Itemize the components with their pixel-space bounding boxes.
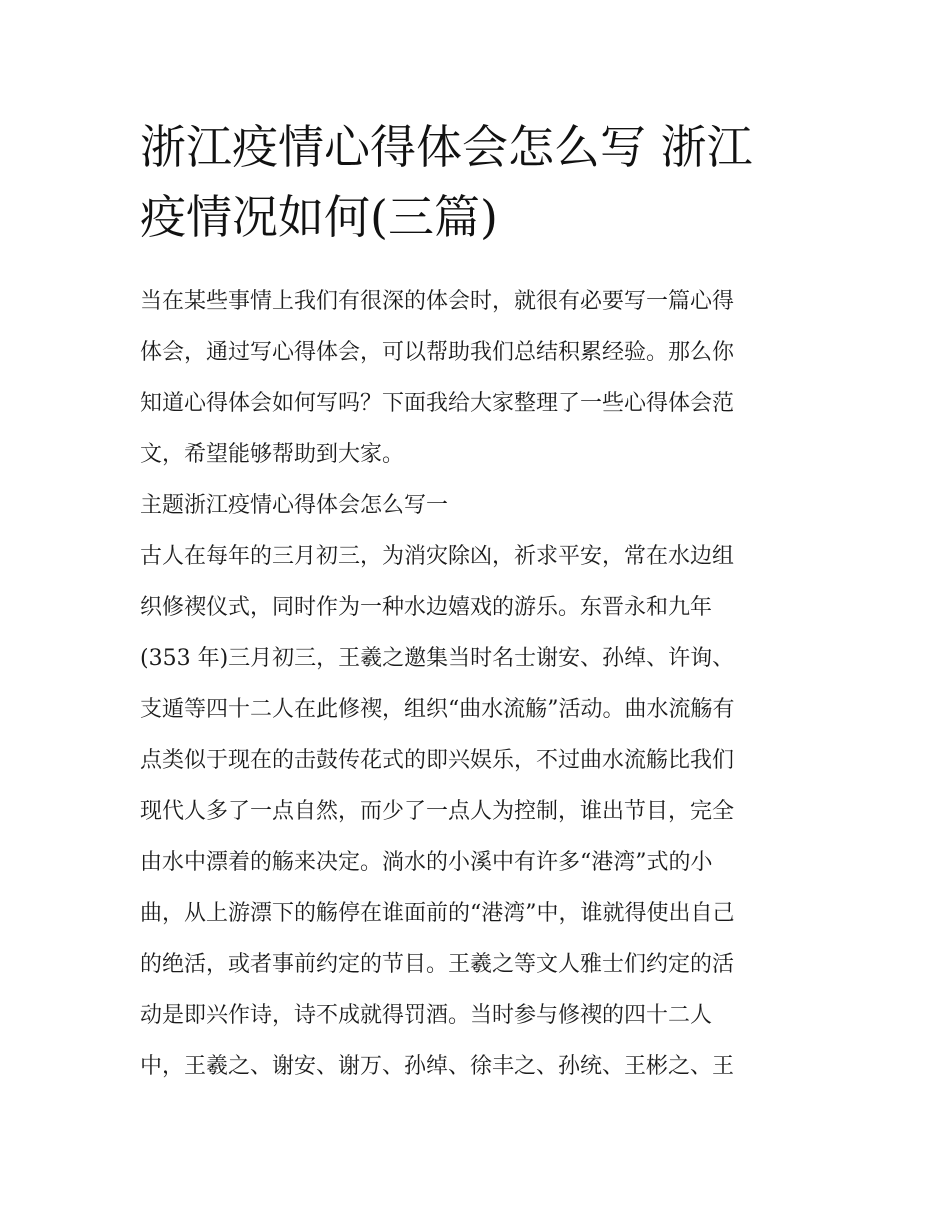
body-line: (353 年)三月初三，王羲之邀集当时名士谢安、孙绰、许询、 bbox=[140, 646, 735, 671]
body-line: 体会，通过写心得体会，可以帮助我们总结积累经验。那么你 bbox=[140, 340, 735, 365]
body-line: 的绝活，或者事前约定的节目。王羲之等文人雅士们约定的活 bbox=[140, 952, 735, 977]
body-line: 点类似于现在的击鼓传花式的即兴娱乐，不过曲水流觞比我们 bbox=[140, 748, 735, 773]
body-line: 支遁等四十二人在此修禊，组织“曲水流觞”活动。曲水流觞有 bbox=[140, 697, 735, 722]
body-line: 古人在每年的三月初三，为消灾除凶，祈求平安，常在水边组 bbox=[140, 544, 735, 569]
title-line: 疫情况如何(三篇) bbox=[140, 190, 498, 244]
body-line: 现代人多了一点自然，而少了一点人为控制，谁出节目，完全 bbox=[140, 799, 735, 824]
body-line: 中，王羲之、谢安、谢万、孙绰、徐丰之、孙统、王彬之、王 bbox=[140, 1054, 735, 1079]
title-line: 浙江疫情心得体会怎么写 浙江 bbox=[140, 120, 753, 174]
body-line: 织修禊仪式，同时作为一种水边嬉戏的游乐。东晋永和九年 bbox=[140, 595, 713, 620]
body-line: 曲，从上游漂下的觞停在谁面前的“港湾”中，谁就得使出自己 bbox=[140, 901, 735, 926]
body-line: 文，希望能够帮助到大家。 bbox=[140, 442, 405, 467]
document-body bbox=[140, 276, 820, 1092]
body-line: 由水中漂着的觞来决定。淌水的小溪中有许多“港湾”式的小 bbox=[140, 850, 713, 875]
document-title bbox=[140, 112, 820, 252]
body-line: 知道心得体会如何写吗？下面我给大家整理了一些心得体会范 bbox=[140, 391, 735, 416]
section-heading: 主题浙江疫情心得体会怎么写一 bbox=[140, 493, 449, 518]
body-line: 动是即兴作诗，诗不成就得罚酒。当时参与修禊的四十二人 bbox=[140, 1003, 713, 1028]
body-line: 当在某些事情上我们有很深的体会时，就很有必要写一篇心得 bbox=[140, 289, 735, 314]
